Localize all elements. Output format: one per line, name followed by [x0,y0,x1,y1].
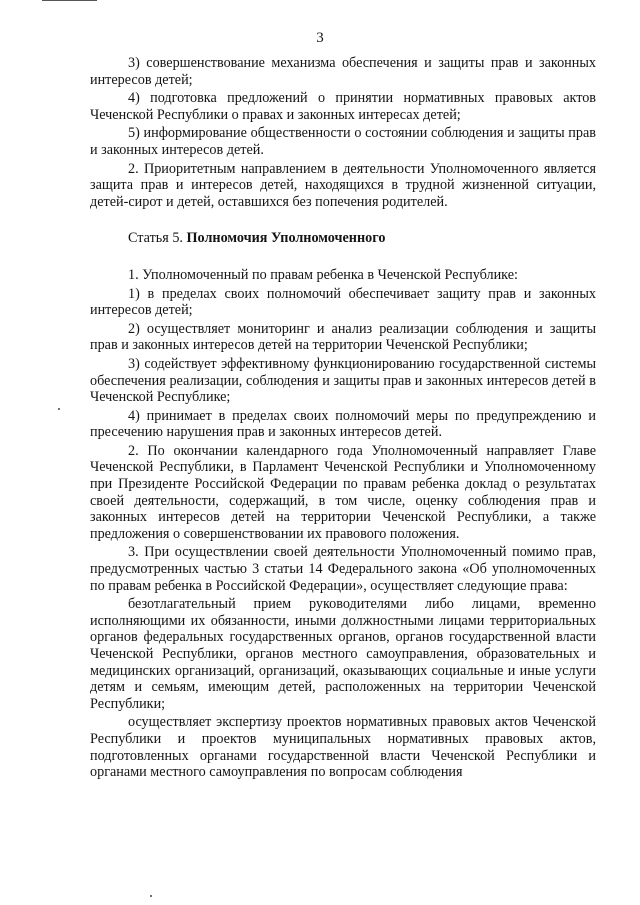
paragraph: 2. Приоритетным направлением в деятельности Уполномоченного является защита прав и интересов детей, находящихся в трудной жизненной ситуации, детей-сирот и детей, оставшихся без попечения родителей. [90,160,596,210]
article-heading [128,230,596,247]
paragraph: 3) совершенствование механизма обеспечения и защиты прав и законных интересов детей; [90,55,596,88]
paragraph: 2) осуществляет мониторинг и анализ реализации соблюдения и защиты прав и законных интересов детей на территории Чеченской Республики; [90,320,596,354]
paragraph: осуществляет экспертизу проектов нормативных правовых актов Чеченской Республики и проектов муниципальных нормативных правовых актов, подготовленных органами государственной власти Чеченской Республики и органами местного самоуправления по вопросам соблюдения [90,714,596,781]
scan-edge-line [42,0,97,1]
article-prefix: Статья 5. [128,230,183,247]
article-title: Полномочия Уполномоченного [186,230,386,247]
paragraph: 3. При осуществлении своей деятельности Уполномоченный помимо прав, предусмотренных частью 3 статьи 14 Федерального закона «Об уполномоченных по правам ребенка в Российской Федерации», осуществляет следующие права: [90,544,596,594]
document-body [90,55,596,783]
paragraph: 5) информирование общественности о состоянии соблюдения и защиты прав и законных интересов детей. [90,125,596,158]
paragraph: 3) содействует эффективному функционированию государственной системы обеспечения реализации, соблюдения и защиты прав и законных интересов детей в Чеченской Республике; [90,355,596,406]
scan-speck [58,408,60,410]
paragraph: 2. По окончании календарного года Уполномоченный направляет Главе Чеченской Республики, в Парламент Чеченской Республики и Уполномоченному при Президенте Российской Федерации по правам ребенка доклад о результатах своей деятельности, содержащий, в том числе, оценку соблюдения прав и законных интересов детей на территории Чеченской Республики, а также предложения о совершенствовании их правового положения. [90,442,596,542]
page-number: 3 [316,30,324,46]
paragraph: 4) подготовка предложений о принятии нормативных правовых актов Чеченской Республики о правах и законных интересах детей; [90,90,596,123]
paragraph: 1. Уполномоченный по правам ребенка в Чеченской Республике: [128,266,518,283]
paragraph: 1) в пределах своих полномочий обеспечивает защиту прав и законных интересов детей; [90,285,596,319]
paragraph: 4) принимает в пределах своих полномочий меры по предупреждению и пресечению нарушения прав и законных интересов детей. [90,407,596,441]
paragraph: безотлагательный прием руководителями либо лицами, временно исполняющими их обязанности, иными должностными лицами территориальных органов федеральных государственных органов, органов государственной власти Чеченской Республики, органов местного самоуправления, образовательных и медицинских организаций, организаций, оказывающих социальные и иные услуги детям и семьям, имеющим детей, расположенных на территории Чеченской Республики; [90,596,596,712]
scan-speck [150,895,152,897]
